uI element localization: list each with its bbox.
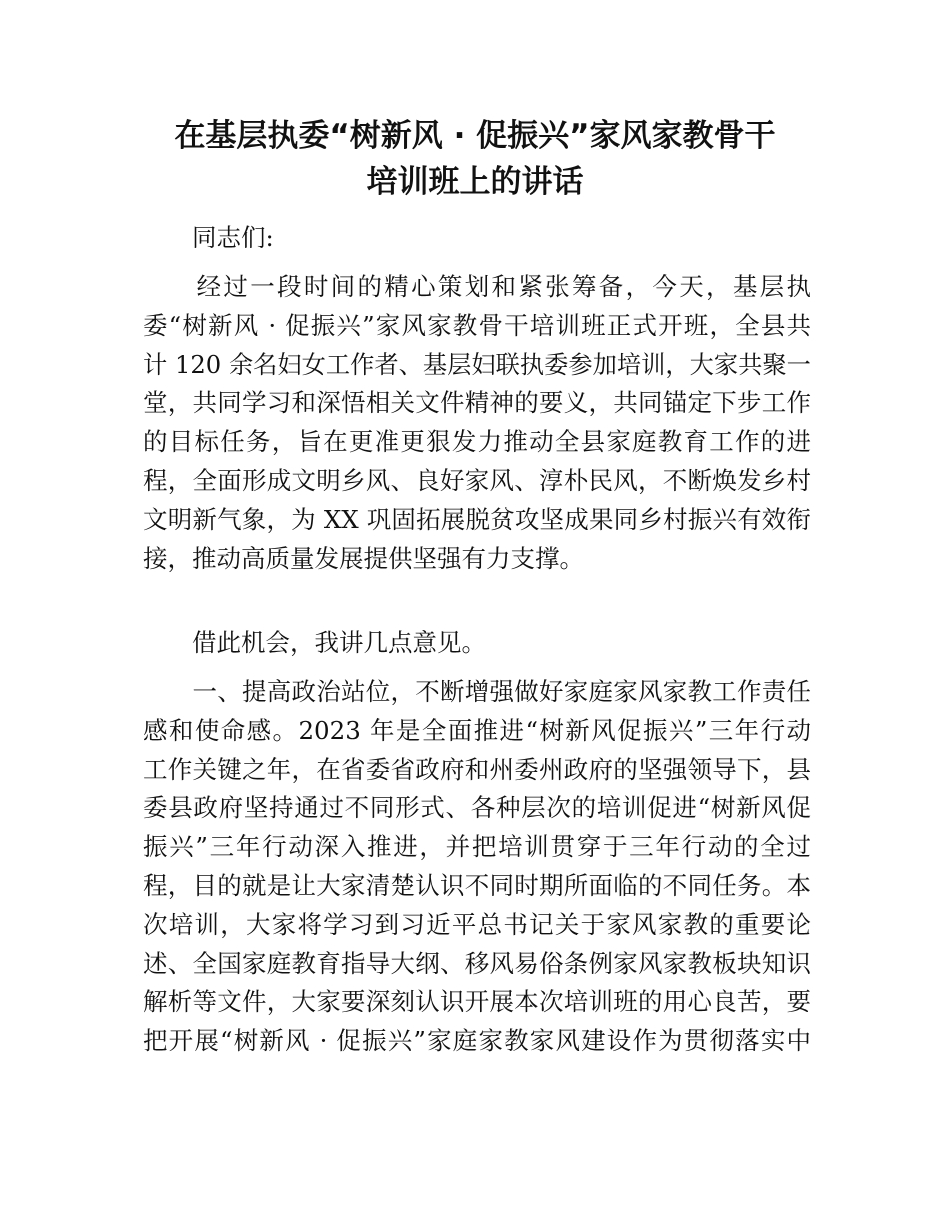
paragraph-line: 委“树新风 · 促振兴”家风家教骨干培训班正式开班，全县共 (143, 310, 811, 340)
paragraph-line: 次培训，大家将学习到习近平总书记关于家风家教的重要论 (143, 909, 811, 939)
section-one-paragraph (143, 673, 811, 1061)
paragraph-line: 借此机会，我讲几点意见。 (143, 628, 486, 657)
paragraph-line: 工作关键之年，在省委省政府和州委州政府的坚强领导下，县 (143, 754, 811, 784)
paragraph-line: 振兴”三年行动深入推进，并把培训贯穿于三年行动的全过 (143, 832, 811, 862)
paragraph-line: 一、提高政治站位，不断增强做好家庭家风家教工作责任 (143, 677, 811, 706)
paragraph-line: 文明新气象，为 XX 巩固拓展脱贫攻坚成果同乡村振兴有效衔 (143, 504, 811, 534)
opening-paragraph (143, 268, 811, 578)
paragraph-line: 程，目的就是让大家清楚认识不同时期所面临的不同任务。本 (143, 870, 811, 900)
document-title-line-1: 在基层执委“树新风 · 促振兴”家风家教骨干 (174, 118, 776, 154)
paragraph-line: 接，推动高质量发展提供坚强有力支撑。 (143, 543, 584, 573)
document-title-line-2: 培训班上的讲话 (366, 164, 584, 200)
paragraph-line: 同志们: (143, 223, 274, 252)
paragraph-line: 感和使命感。2023 年是全面推进“树新风促振兴”三年行动 (143, 715, 811, 745)
paragraph-line: 堂，共同学习和深悟相关文件精神的要义，共同锚定下步工作 (143, 388, 811, 418)
transition-paragraph (143, 624, 811, 663)
paragraph-line: 计 120 余名妇女工作者、基层妇联执委参加培训，大家共聚一 (143, 349, 811, 379)
paragraph-line: 解析等文件，大家要深刻认识开展本次培训班的用心良苦，要 (143, 987, 811, 1017)
paragraph-line: 述、全国家庭教育指导大纲、移风易俗条例家风家教板块知识 (143, 948, 811, 978)
paragraph-line: 经过一段时间的精心策划和紧张筹备，今天，基层执 (143, 272, 811, 301)
paragraph-line: 委县政府坚持通过不同形式、各种层次的培训促进“树新风促 (143, 793, 811, 823)
paragraph-line: 把开展“树新风 · 促振兴”家庭家教家风建设作为贯彻落实中 (143, 1026, 811, 1056)
salutation-paragraph (143, 219, 811, 258)
paragraph-line: 程，全面形成文明乡风、良好家风、淳朴民风，不断焕发乡村 (143, 465, 811, 495)
paragraph-line: 的目标任务，旨在更准更狠发力推动全县家庭教育工作的进 (143, 427, 811, 457)
